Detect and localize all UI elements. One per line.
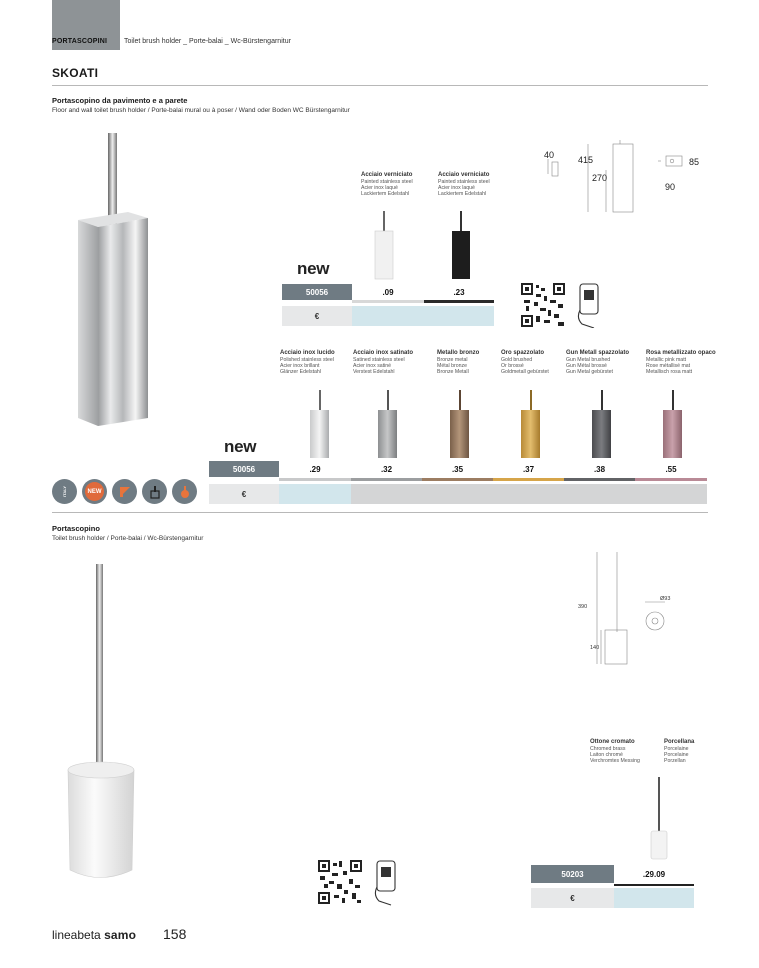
footer-brand: lineabeta samo — [52, 928, 137, 942]
swatch-satined — [351, 478, 422, 481]
qr-code-top — [520, 282, 610, 328]
new-label-bottom: new — [224, 437, 257, 456]
swatch-black — [424, 300, 494, 303]
price-bronze: .35 — [422, 461, 493, 477]
thumb-satined — [378, 390, 397, 458]
new-label-top: new — [297, 259, 330, 278]
thumb-gold — [521, 390, 540, 458]
brush-holder-icon — [142, 479, 167, 504]
thumb-porcelain-holder — [644, 775, 674, 865]
price-pink: .55 — [635, 461, 707, 477]
price-painted-white: .09 — [352, 284, 424, 300]
price-band-bottom — [351, 484, 707, 504]
thumb-black-holder — [445, 207, 481, 282]
product-image-porcelain-holder — [62, 560, 142, 890]
thumb-bronze — [450, 390, 469, 458]
product-code-50203: 50203 — [531, 865, 614, 883]
price-underline — [614, 884, 694, 886]
finish-label-painted-white: Acciaio verniciato Painted stainless steel Acier inox laqué Lackiertem Edelstahl — [361, 172, 413, 198]
thumb-gun-metal — [592, 390, 611, 458]
price-band-section2 — [614, 888, 694, 908]
section1-subtitle: Floor and wall toilet brush holder / Porte-balai mural ou à poser / Wand oder Boden WC Bürstengarnitur — [52, 107, 350, 114]
price-satined: .32 — [351, 461, 422, 477]
italy-badge-icon: ITALY — [52, 479, 77, 504]
price-porcelain: .29.09 — [614, 865, 694, 883]
currency-top: € — [282, 306, 352, 326]
product-image-square-holder — [60, 128, 170, 428]
finish-label-bronze: Metallo bronzo Bronze metal Métal bronze Bronze Metall — [437, 350, 480, 376]
swatch-gold — [493, 478, 564, 481]
swatch-white — [352, 300, 424, 303]
dim-270: 270 — [592, 173, 608, 183]
swatch-gun-metal — [564, 478, 635, 481]
finish-label-pink: Rosa metallizzato opaco Metallic pink matt Rose métallisé mat Metallisch rosa matt — [646, 350, 716, 376]
finish-label-gun-metal: Gun Metall spazzolato Gun Metal brushed Gun Métal brossé Gun Metal gebürstet — [566, 350, 630, 376]
swatch-polished — [279, 478, 351, 481]
price-band-top — [352, 306, 494, 326]
dim-85: 85 — [689, 157, 700, 167]
thumb-white-holder — [368, 207, 404, 282]
finish-label-porcelain: Porcellana Porcelaine Porcelaine Porzellan — [664, 739, 695, 765]
wall-mount-icon — [112, 479, 137, 504]
product-code-top: 50056 — [282, 284, 352, 300]
floor-mount-icon — [172, 479, 197, 504]
section1-title: Portascopino da pavimento e a parete — [52, 96, 188, 105]
finish-label-satined: Acciaio inox satinato Satined stainless steel Acier inox satiné Verstest Edelstahl — [353, 350, 414, 376]
finish-label-chromed-brass: Ottone cromato Chromed brass Laiton chromé Verchromtes Messing — [590, 739, 640, 765]
category-tag: PORTASCOPINI — [52, 38, 108, 45]
section-divider — [52, 512, 708, 513]
new-badge-icon: NEW — [82, 479, 107, 504]
header-rule — [52, 85, 708, 86]
collection-title: SKOATI — [52, 66, 99, 80]
finish-label-polished: Acciaio inox lucido Polished stainless steel Acier inox brillant Glänzer Edelstahl — [280, 350, 335, 376]
dim-90: 90 — [665, 182, 676, 192]
thumb-pink — [663, 390, 682, 458]
product-code-bottom: 50056 — [209, 461, 279, 477]
price-painted-black: .23 — [424, 284, 494, 300]
swatch-bronze — [422, 478, 493, 481]
dim-diameter-93: Ø93 — [660, 596, 671, 602]
dim-40: 40 — [544, 150, 555, 160]
section2-title: Portascopino — [52, 524, 100, 533]
dim-390: 390 — [578, 604, 588, 610]
finish-label-painted-black: Acciaio verniciato Painted stainless steel Acier inox laqué Lackiertem Edelstahl — [438, 172, 490, 198]
currency-section2: € — [531, 888, 614, 908]
swatch-pink — [635, 478, 707, 481]
finish-label-gold: Oro spazzolato Gold brushed Or brossé Goldmetall gebürstet — [501, 350, 549, 376]
section2-subtitle: Toilet brush holder / Porte-balai / Wc-Bürstengarnitur — [52, 535, 204, 542]
thumb-polished — [310, 390, 329, 458]
currency-bottom: € — [209, 484, 279, 504]
price-gold: .37 — [493, 461, 564, 477]
price-band-polished — [279, 484, 351, 504]
category-subtitle: Toilet brush holder _ Porte-balai _ Wc-Bürstengarnitur — [124, 38, 291, 45]
finish-thumbnails — [296, 388, 716, 462]
dim-140: 140 — [590, 645, 600, 651]
page-number: 158 — [163, 926, 187, 942]
qr-code-bottom — [317, 859, 407, 907]
price-gun-metal: .38 — [564, 461, 635, 477]
price-polished: .29 — [279, 461, 351, 477]
dim-415: 415 — [578, 155, 594, 165]
technical-drawing-square — [538, 140, 718, 220]
